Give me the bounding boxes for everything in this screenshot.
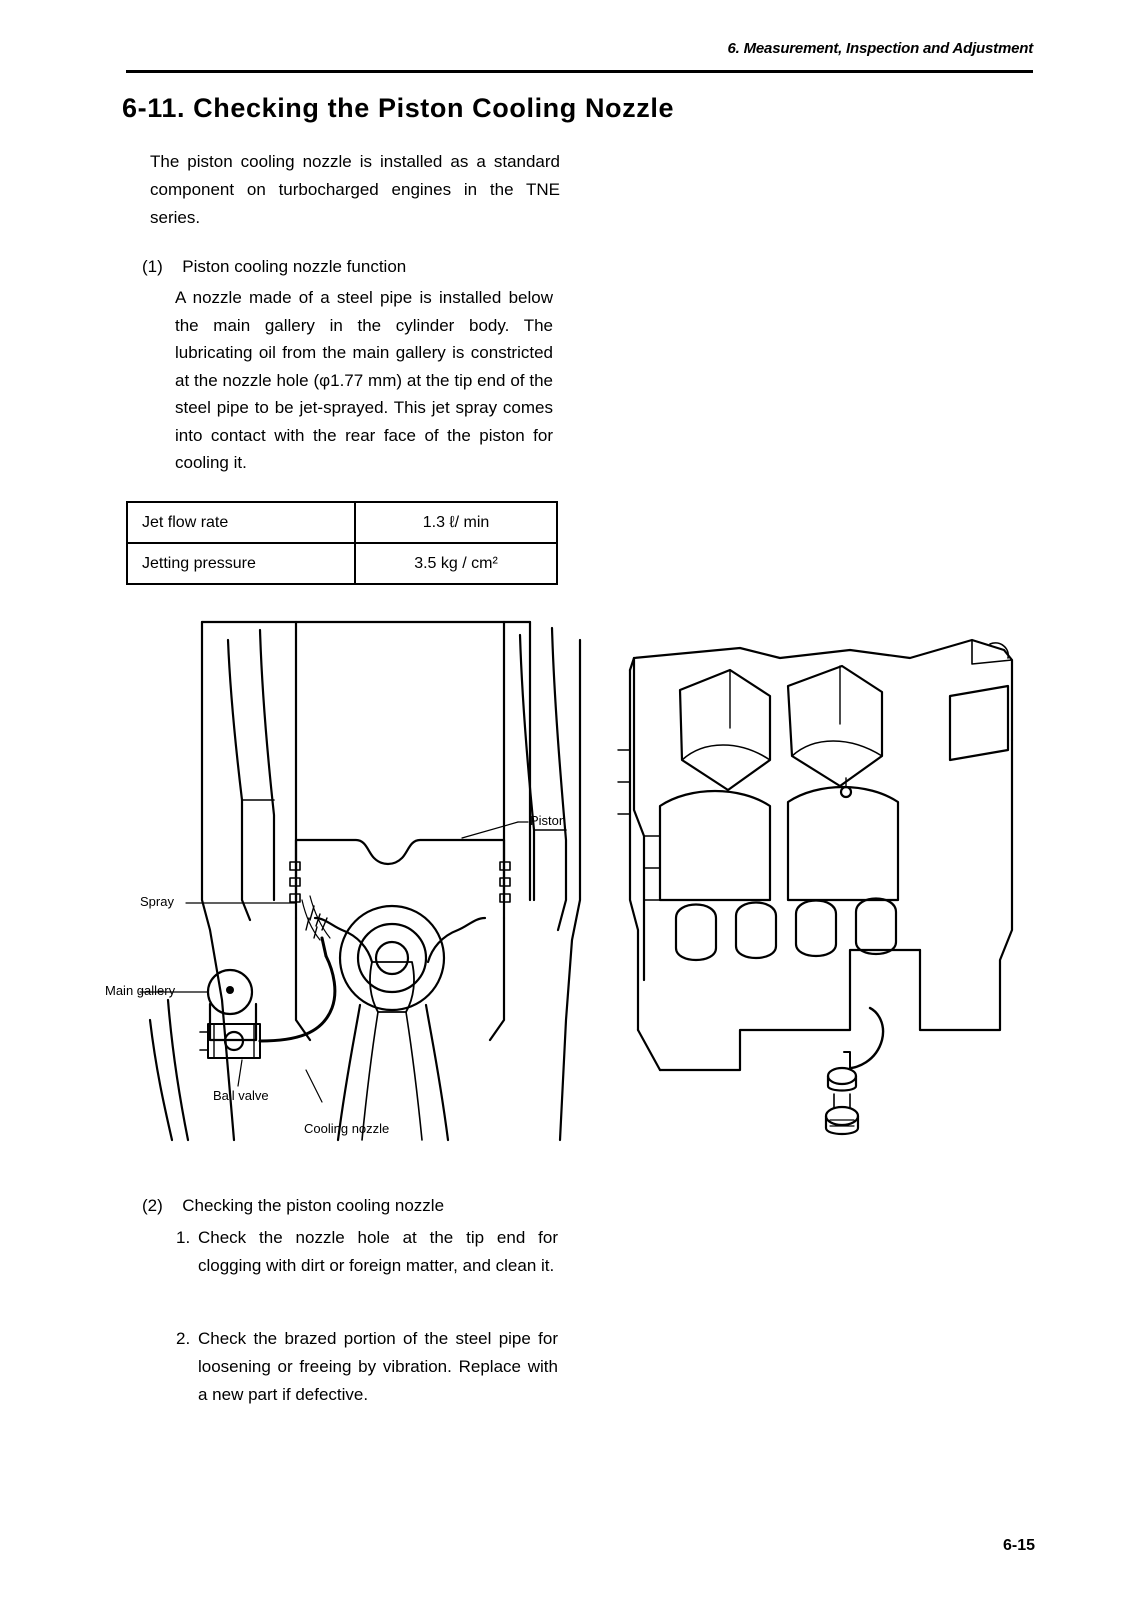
list-item	[176, 1325, 558, 1409]
list-item	[176, 1224, 558, 1280]
table-row	[127, 543, 557, 584]
step-2-number: 2.	[176, 1329, 191, 1348]
item-2-marker: (2)	[142, 1196, 163, 1215]
step-1-text: Check the nozzle hole at the tip end for clogging with dirt or foreign matter, and clean it.	[198, 1228, 558, 1275]
intro-paragraph: The piston cooling nozzle is installed as a standard component on turbocharged engines in the TNE series.	[150, 152, 560, 227]
step-1-number: 1.	[176, 1228, 191, 1247]
spec-label-jetting-pressure: Jetting pressure	[127, 543, 355, 584]
callout-piston: Piston	[530, 813, 567, 828]
item-2-title: Checking the piston cooling nozzle	[182, 1196, 445, 1215]
step-2-text: Check the brazed portion of the steel pipe for loosening or freeing by vibration. Replace with a new part if defective.	[198, 1329, 558, 1404]
callout-spray: Spray	[140, 894, 174, 909]
running-head: 6. Measurement, Inspection and Adjustment	[727, 40, 1033, 57]
spec-label-jet-flow-rate: Jet flow rate	[127, 502, 355, 543]
item-1-title: Piston cooling nozzle function	[182, 257, 407, 276]
callout-cooling-nozzle: Cooling nozzle	[304, 1121, 390, 1136]
callout-main-gallery: Main gallery	[105, 983, 176, 998]
spec-value-jet-flow-rate: 1.3 ℓ/ min	[355, 502, 557, 543]
page-number: 6-15	[1002, 1537, 1035, 1554]
page-title: 6-11. Checking the Piston Cooling Nozzle	[122, 93, 675, 123]
item-1-marker: (1)	[142, 257, 163, 276]
specification-table	[126, 501, 558, 585]
table-row	[127, 502, 557, 543]
item-1-heading	[142, 257, 406, 277]
header-rule	[126, 70, 1033, 73]
spec-value-jetting-pressure: 3.5 kg / cm²	[355, 543, 557, 584]
callout-ball-valve: Ball valve	[213, 1088, 269, 1103]
item-2-heading	[142, 1196, 444, 1216]
item-1-body: A nozzle made of a steel pipe is installed below the main gallery in the cylinder body. The lubricating oil from the main gallery is constricted at the nozzle hole (φ1.77 mm) at the tip end of the steel pipe to be jet-sprayed. This jet spray comes into contact with the rear face of the piston for cooling it.	[175, 288, 553, 472]
figure-piston-cooling-nozzle	[105, 600, 1040, 1160]
figure-svg	[110, 600, 1040, 1160]
